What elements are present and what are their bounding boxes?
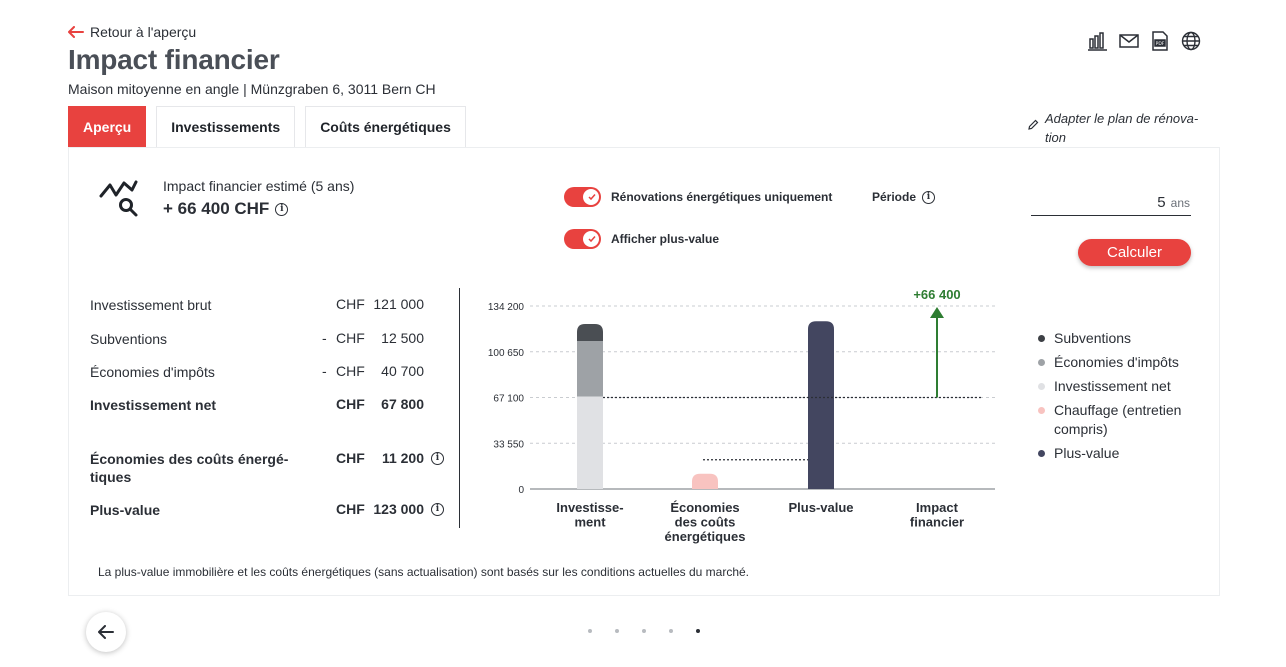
row-amount: 123 000 — [373, 501, 424, 517]
legend-item — [1038, 353, 1194, 372]
impact-arrow-label: +66 400 — [913, 287, 961, 302]
bar-chart-icon[interactable] — [1087, 30, 1109, 52]
table-chart-divider — [459, 288, 460, 528]
legend-dot — [1038, 335, 1045, 342]
row-label: Plus-value — [90, 502, 161, 518]
row-currency: CHF — [336, 296, 365, 312]
pencil-icon — [1027, 119, 1039, 131]
bar-segment — [577, 324, 603, 341]
back-link-label: Retour à l'aperçu — [90, 24, 197, 40]
x-category-label: énergétiques — [664, 529, 746, 544]
impact-arrow-head — [930, 307, 944, 318]
svg-text:PDF: PDF — [1155, 42, 1165, 47]
impact-value — [163, 199, 288, 219]
row-currency: CHF — [336, 396, 365, 412]
check-icon — [588, 193, 596, 201]
pager-dot[interactable] — [588, 629, 592, 633]
period-unit: ans — [1170, 195, 1190, 210]
arrow-left-icon — [68, 26, 84, 38]
mail-icon[interactable] — [1118, 30, 1140, 52]
y-tick-label: 0 — [518, 485, 524, 496]
legend-dot — [1038, 450, 1045, 457]
x-category-label: ment — [574, 514, 606, 530]
y-tick-label: 100 650 — [487, 347, 524, 359]
legend-label: Chauffage (entretien compris) — [1054, 402, 1182, 437]
legend-label: Économies d'impôts — [1054, 354, 1179, 370]
row-label: Subventions — [90, 331, 168, 347]
row-currency: CHF — [336, 363, 365, 379]
calculate-button[interactable]: Calculer — [1078, 239, 1191, 266]
legend-label: Investissement net — [1054, 378, 1171, 394]
legend-dot — [1038, 407, 1045, 414]
y-tick-label: 134 200 — [487, 302, 524, 313]
toggle-energy-only[interactable] — [564, 187, 601, 207]
row-sign: - — [322, 330, 327, 346]
row-amount: 11 200 — [381, 450, 424, 466]
info-icon[interactable]: i — [431, 503, 444, 516]
chart-search-icon — [98, 178, 140, 218]
x-category-label: Impact — [916, 500, 958, 515]
row-label: Investissement net — [90, 397, 217, 413]
toggle-energy-only-label: Rénovations énergétiques uniquement — [611, 190, 833, 204]
tab-couts-energetiques[interactable]: Coûts énergétiques — [305, 106, 466, 147]
period-label-text: Période — [872, 190, 917, 204]
back-button[interactable] — [86, 612, 126, 652]
chart-legend — [1038, 329, 1194, 468]
bar-segment — [577, 397, 603, 489]
row-label: Économies d'impôts — [90, 364, 215, 380]
period-input[interactable] — [1031, 190, 1191, 216]
tab-investissements[interactable]: Investissements — [156, 106, 295, 147]
adapt-renovation-plan-link[interactable] — [1027, 109, 1217, 147]
check-icon — [588, 235, 596, 243]
pagination-dots — [588, 629, 700, 633]
pager-dot[interactable] — [642, 629, 646, 633]
pager-dot-active[interactable] — [696, 629, 700, 633]
arrow-left-icon — [98, 625, 114, 639]
legend-item — [1038, 401, 1194, 439]
x-category-label: Investisse- — [556, 500, 624, 515]
toggle-plus-value[interactable] — [564, 229, 601, 249]
globe-icon[interactable] — [1180, 30, 1202, 52]
tab-apercu[interactable]: Aperçu — [68, 106, 146, 147]
y-tick-label: 33 550 — [493, 439, 524, 451]
x-category-label: financier — [909, 514, 965, 530]
period-label — [872, 190, 935, 204]
x-category-label: Économies — [670, 500, 740, 515]
row-sign: - — [322, 363, 327, 379]
impact-label: Impact financier estimé (5 ans) — [163, 178, 355, 194]
legend-label: Subventions — [1054, 330, 1132, 346]
toggle-plus-value-label: Afficher plus-value — [611, 232, 720, 246]
row-amount: 121 000 — [373, 296, 424, 312]
impact-value-text: + 66 400 CHF — [163, 199, 270, 218]
page-title: Impact financier — [68, 44, 280, 75]
legend-label: Plus-value — [1054, 445, 1120, 461]
legend-dot — [1038, 383, 1045, 390]
back-to-overview-link[interactable] — [68, 24, 196, 40]
row-amount: 67 800 — [381, 396, 424, 412]
pdf-icon[interactable] — [1149, 30, 1171, 52]
row-amount: 40 700 — [381, 363, 424, 379]
adapt-link-label: Adapter le plan de rénova-tion — [1045, 111, 1199, 145]
legend-item — [1038, 377, 1194, 396]
row-label: Économies des coûts énergé-tiques — [90, 451, 289, 485]
pager-dot[interactable] — [669, 629, 673, 633]
toolbar-icons — [1087, 30, 1202, 52]
tab-bar — [68, 106, 466, 147]
x-category-label: Plus-value — [788, 500, 854, 515]
footnote: La plus-value immobilière et les coûts énergétiques (sans actualisation) sont basés sur les conditions actuelles du marché. — [98, 565, 750, 579]
row-label: Investissement brut — [90, 297, 212, 313]
row-currency: CHF — [336, 501, 365, 517]
row-amount: 12 500 — [381, 330, 424, 346]
legend-dot — [1038, 359, 1045, 366]
y-tick-label: 67 100 — [493, 393, 524, 405]
toggle-plus-value-row — [564, 229, 719, 249]
bar-segment — [808, 321, 834, 489]
row-currency: CHF — [336, 330, 365, 346]
row-currency: CHF — [336, 450, 365, 466]
info-icon[interactable]: i — [922, 191, 935, 204]
property-subtitle: Maison mitoyenne en angle | Münzgraben 6, 3011 Bern CH — [68, 81, 436, 97]
info-icon[interactable]: i — [431, 452, 444, 465]
x-category-label: des coûts — [674, 514, 736, 530]
pager-dot[interactable] — [615, 629, 619, 633]
toggle-energy-only-row — [564, 187, 832, 207]
bar-segment — [577, 341, 603, 397]
bar-segment — [692, 474, 718, 489]
financial-impact-chart — [470, 280, 1010, 555]
legend-item — [1038, 444, 1194, 463]
legend-item — [1038, 329, 1194, 348]
info-icon[interactable]: i — [275, 203, 288, 216]
period-value: 5 — [1157, 194, 1166, 211]
